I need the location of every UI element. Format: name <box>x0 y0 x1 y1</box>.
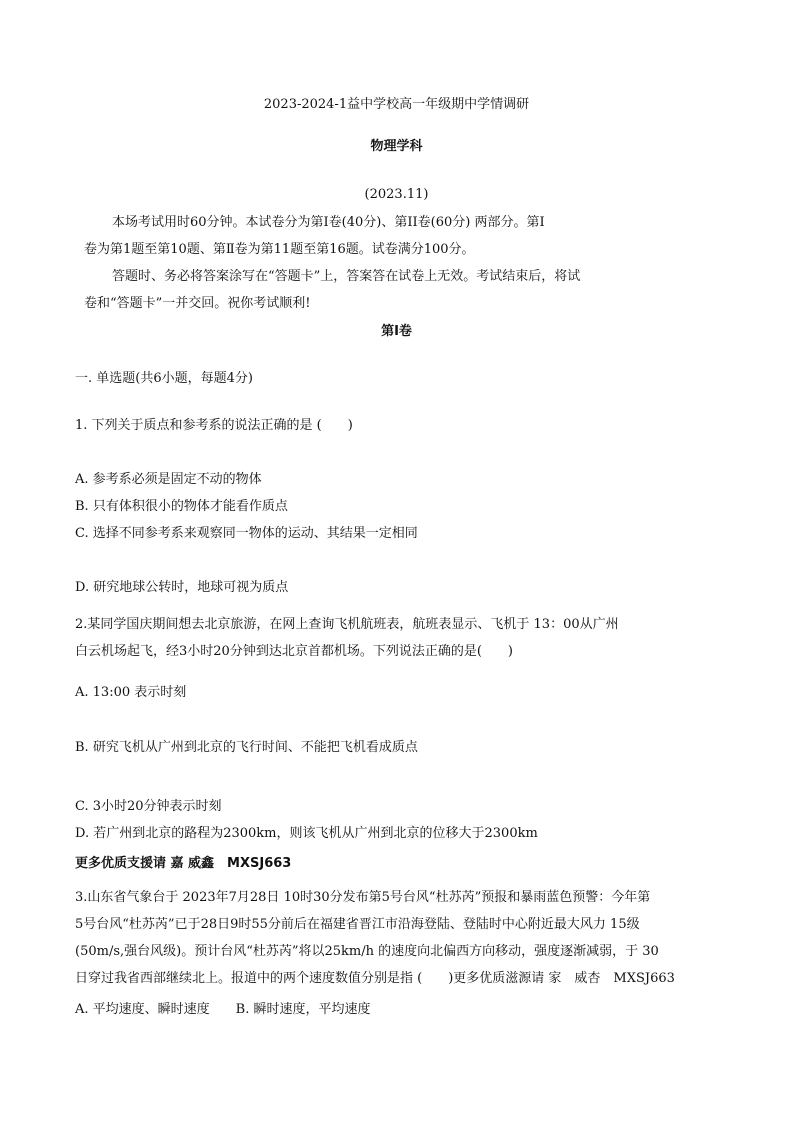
promo-line: 更多优质支援请 嘉 威鑫 MXSJ663 <box>75 856 292 871</box>
question-2-stem-line-2: 白云机场起飞，经3小时20分钟到达北京首都机场。下列说法正确的是( ) <box>75 644 513 659</box>
question-3-stem-line-4: 日穿过我省西部继续北上。报道中的两个速度数值分别是指 ( )更多优质滋源请 家 威杏 MXSJ663 <box>75 971 675 986</box>
question-3-stem-line-2: 5号台风“杜苏芮”已于28日9时55分前后在福建省晋江市沿海登陆、登陆时中心附近最大风力 15级 <box>75 917 640 932</box>
question-2-option-a: A. 13:00 表示时刻 <box>75 685 187 700</box>
section-heading: 一. 单选题(共6小题，每题4分) <box>75 371 253 386</box>
question-1-stem: 1. 下列关于质点和参考系的说法正确的是 ( ) <box>75 418 353 433</box>
instruction-line-2: 卷为第1题至第10题、第Ⅱ卷为第11题至第16题。试卷满分100分。 <box>84 242 475 257</box>
question-1-option-a: A. 参考系必须是固定不动的物体 <box>75 472 262 487</box>
instruction-line-1: 本场考试用时60分钟。本试卷分为第Ⅰ卷(40分)、第II卷(60分) 两部分。第Ⅰ <box>112 215 545 230</box>
question-1-option-c: C. 选择不同参考系来观察同一物体的运动、其结果一定相同 <box>75 526 418 541</box>
question-2-option-d: D. 若广州到北京的路程为2300km，则该飞机从广州到北京的位移大于2300km <box>75 826 538 841</box>
instruction-line-4: 卷和“答题卡”一并交回。祝你考试顺利! <box>84 296 311 311</box>
question-2-option-b: B. 研究飞机从广州到北京的飞行时间、不能把飞机看成质点 <box>75 740 418 755</box>
question-3-options: A. 平均速度、瞬时速度 B. 瞬时速度，平均速度 <box>75 1002 371 1017</box>
question-3-stem-line-1: 3.山东省气象台于 2023年7月28日 10时30分发布第5号台风“杜苏芮”预报和暴雨蓝色预警：今年第 <box>75 890 651 905</box>
subject-title: 物理学科 <box>370 139 423 154</box>
exam-title: 2023-2024-1益中学校高一年级期中学情调研 <box>263 97 530 112</box>
question-2-option-c: C. 3小时20分钟表示时刻 <box>75 799 222 814</box>
question-3-stem-line-3: (50m/s,强台风级)。预计台风“杜苏芮”将以25km/h 的速度向北偏西方向移动，强度逐渐减弱，于 30 <box>75 944 659 959</box>
instruction-line-3: 答题时、务必将答案涂写在“答题卡”上，答案答在试卷上无效。考试结束后，将试 <box>112 269 581 284</box>
question-2-stem-line-1: 2.某同学国庆期间想去北京旅游，在网上查询飞机航班表，航班表显示、飞机于 13：00从广州 <box>75 617 619 632</box>
question-1-option-b: B. 只有体积很小的物体才能看作质点 <box>75 499 288 514</box>
volume-title: 第Ⅰ卷 <box>381 324 412 339</box>
question-1-option-d: D. 研究地球公转时，地球可视为质点 <box>75 580 289 595</box>
exam-date: (2023.11) <box>364 187 429 202</box>
